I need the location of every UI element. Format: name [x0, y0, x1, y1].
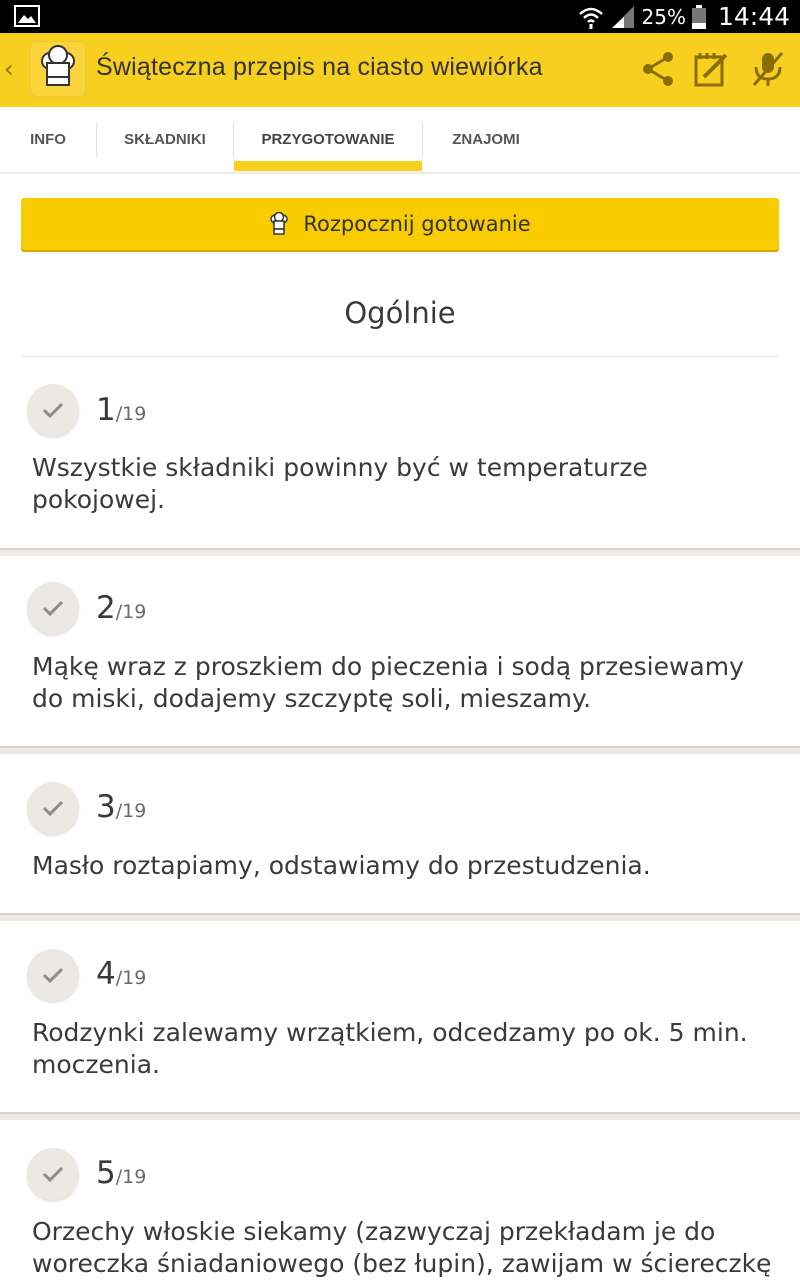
step-item	[0, 921, 800, 1113]
recipe-title: Świąteczna przepis na ciasto wiewiórka	[96, 53, 543, 81]
edit-note-icon[interactable]	[692, 49, 732, 89]
step-text: Wszystkie składniki powinny być w temperaturze pokojowej.	[32, 453, 648, 514]
step-item	[0, 754, 800, 914]
tab-przygotowanie[interactable]: PRZYGOTOWANIE	[261, 131, 395, 148]
divider	[0, 746, 800, 754]
step-number: 3/19	[96, 789, 147, 825]
tab-znajomi[interactable]: ZNAJOMI	[452, 131, 520, 148]
step-text: Masło roztapiamy, odstawiamy do przestudzenia.	[32, 851, 651, 880]
step-item	[0, 1120, 800, 1280]
chef-hat-icon[interactable]	[30, 41, 86, 97]
signal-icon	[610, 4, 636, 30]
app-toolbar	[0, 33, 800, 107]
divider	[21, 356, 779, 357]
tab-selected-indicator	[234, 161, 422, 171]
step-number: 1/19	[96, 392, 147, 428]
status-bar	[0, 0, 800, 33]
step-text: Rodzynki zalewamy wrzątkiem, odcedzamy po ok. 5 min. moczenia.	[32, 1018, 748, 1079]
section-heading: Ogólnie	[344, 296, 456, 330]
step-text: Orzechy włoskie siekamy (zazwyczaj przekładam je do woreczka śniadaniowego (bez łupin), zawijam w ściereczkę	[32, 1217, 772, 1278]
checkmark-icon	[41, 798, 65, 818]
share-icon[interactable]	[638, 49, 678, 89]
step-item	[0, 358, 800, 548]
step-check-button[interactable]	[27, 1148, 79, 1200]
battery-icon	[692, 5, 706, 29]
checkmark-icon	[41, 965, 65, 985]
step-item	[0, 556, 800, 746]
step-number: 4/19	[96, 956, 147, 992]
step-check-button[interactable]	[27, 782, 79, 834]
step-number: 5/19	[96, 1155, 147, 1191]
divider	[0, 1112, 800, 1120]
start-cooking-button[interactable]	[21, 198, 779, 250]
mic-off-icon[interactable]	[748, 49, 788, 89]
step-check-button[interactable]	[27, 384, 79, 436]
step-check-button[interactable]	[27, 582, 79, 634]
divider	[0, 913, 800, 921]
tab-info[interactable]: INFO	[30, 131, 66, 148]
clock: 14:44	[717, 2, 790, 31]
tab-skladniki[interactable]: SKŁADNIKI	[124, 131, 206, 148]
back-chevron-icon[interactable]: ‹	[4, 55, 14, 83]
step-number: 2/19	[96, 590, 147, 626]
wifi-icon	[578, 4, 604, 30]
divider	[0, 548, 800, 556]
step-check-button[interactable]	[27, 949, 79, 1001]
image-icon	[14, 5, 40, 27]
chef-hat-icon	[269, 212, 289, 236]
checkmark-icon	[41, 400, 65, 420]
step-text: Mąkę wraz z proszkiem do pieczenia i sodą przesiewamy do miski, dodajemy szczyptę soli, mieszamy.	[32, 652, 744, 713]
battery-percent: 25%	[641, 4, 686, 29]
checkmark-icon	[41, 1164, 65, 1184]
start-cooking-label: Rozpocznij gotowanie	[303, 212, 531, 236]
checkmark-icon	[41, 598, 65, 618]
